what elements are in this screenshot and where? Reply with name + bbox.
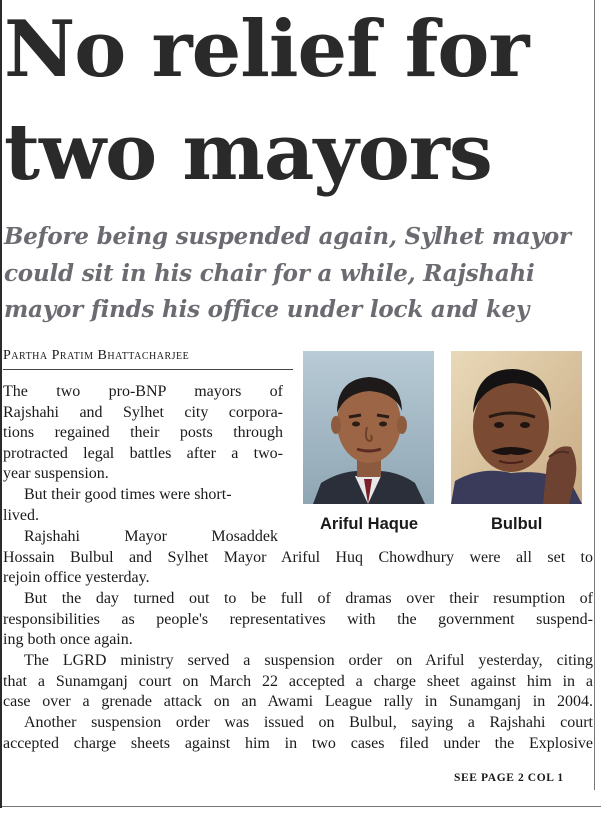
subheadline-line-3: mayor finds his office under lock and key [4,296,530,323]
paragraph-5 [3,651,593,713]
paragraph-line: Hossain Bulbul and Sylhet Mayor Ariful Huq Chowdhury were all set to [3,548,593,566]
paragraph-line: Rajshahi Mayor Mosaddek [24,528,278,545]
photo-ariful-haque [303,351,434,504]
paragraph-line: protracted legal battles after a two- [3,444,283,462]
paragraph-line: Another suspension order was issued on Bulbul, saying a Rajshahi court [24,714,593,731]
headline-line-1: No relief for [4,4,529,95]
paragraph-line: responsibilities as people's representatives with the government suspend- [3,610,593,628]
headline-line-2: two mayors [4,107,492,198]
caption-bulbul: Bulbul [491,515,543,533]
paragraph-line: lived. [3,506,39,524]
right-column-rule [594,0,595,790]
paragraph-line: tions regained their posts through [3,424,283,442]
caption-ariful-haque: Ariful Haque [320,515,419,533]
headline [4,0,594,204]
paragraph-line: But their good times were short- [24,486,232,503]
paragraph-line: The LGRD ministry served a suspension order on Ariful yesterday, citing [24,652,593,669]
paragraph-line: that a Sunamganj court on March 22 accepted a charge sheet against him in a [3,672,593,690]
paragraph-1 [3,382,283,485]
bottom-rule [2,806,601,807]
paragraph-line: The two pro-BNP mayors of [3,383,283,400]
paragraph-line: But the day turned out to be full of dramas over their resumption of [24,590,593,607]
subheadline [4,219,596,329]
paragraph-6 [3,713,593,754]
paragraph-line: ing both once again. [3,631,133,649]
continuation-jump-line[interactable]: SEE PAGE 2 COL 1 [454,772,564,784]
paragraph-line: Rajshahi and Sylhet city corpora- [3,403,283,421]
subheadline-line-1: Before being suspended again, Sylhet mayor [4,223,571,250]
paragraph-2 [3,485,283,526]
paragraph-4 [3,589,593,651]
paragraph-line: accepted charge sheets against him in two cases filed under the Explosive [3,734,593,752]
paragraph-3 [3,527,593,589]
paragraph-line: case over a grenade attack on an Awami League rally in Sunamganj in 2004. [3,693,593,711]
subheadline-line-2: could sit in his chair for a while, Rajshahi [4,259,535,287]
paragraph-line: rejoin office yesterday. [3,569,150,587]
paragraph-line: year suspension. [3,465,109,483]
photo-bulbul [451,351,582,504]
byline: Partha Pratim Bhattacharjee [3,348,293,370]
left-column-rule [0,0,2,808]
